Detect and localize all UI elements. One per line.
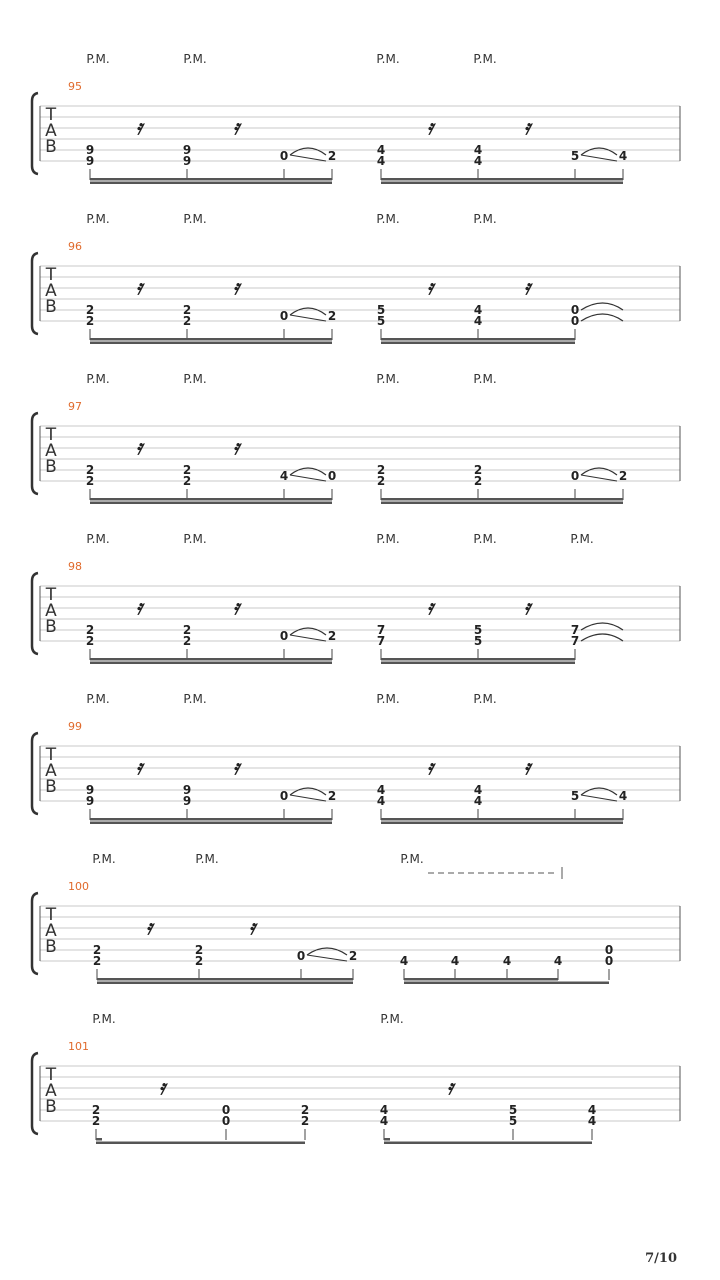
slide-line xyxy=(581,475,617,481)
slur xyxy=(581,468,617,475)
fret-number: 2 xyxy=(182,314,192,328)
palm-mute-label: P.M. xyxy=(183,212,207,226)
fret-number: 5 xyxy=(570,789,580,803)
beam xyxy=(97,978,353,981)
tie xyxy=(581,623,623,630)
tab-clef-letter: A xyxy=(45,1081,57,1101)
beam xyxy=(90,502,332,505)
beam xyxy=(381,338,575,341)
measure-number: 97 xyxy=(68,400,82,413)
fret-number: 0 xyxy=(279,789,289,803)
palm-mute-label: P.M. xyxy=(376,372,400,386)
beam xyxy=(90,822,332,825)
slide-line xyxy=(581,795,617,801)
palm-mute-label: P.M. xyxy=(92,1012,116,1026)
tab-clef-letter: B xyxy=(45,777,57,797)
tie xyxy=(581,314,623,321)
beat-group-2 xyxy=(380,1103,596,1144)
fret-number: 0 xyxy=(279,309,289,323)
slide-line xyxy=(290,795,326,801)
fret-number: 4 xyxy=(587,1114,597,1128)
fret-number: 2 xyxy=(91,1114,101,1128)
fret-number: 5 xyxy=(508,1103,518,1117)
fret-number: 5 xyxy=(508,1114,518,1128)
beat-group-1 xyxy=(86,303,336,344)
fret-number: 2 xyxy=(85,474,95,488)
fret-number: 4 xyxy=(379,1103,389,1117)
fret-number: 2 xyxy=(182,634,192,648)
fret-number: 4 xyxy=(450,954,460,968)
palm-mute-label: P.M. xyxy=(86,372,110,386)
beat-group-2 xyxy=(377,463,627,504)
slide-line xyxy=(307,955,347,961)
fret-number: 0 xyxy=(327,469,337,483)
fret-number: 9 xyxy=(85,794,95,808)
fret-number: 5 xyxy=(473,623,483,637)
tab-clef-letter: A xyxy=(45,601,57,621)
fret-number: 9 xyxy=(85,154,95,168)
sixteenth-rest: 𝄿 xyxy=(523,275,531,299)
fret-number: 2 xyxy=(182,623,192,637)
fret-number: 0 xyxy=(279,629,289,643)
beam xyxy=(384,1142,592,1145)
fret-number: 4 xyxy=(376,783,386,797)
system-101 xyxy=(32,1012,680,1144)
slide-line xyxy=(290,475,326,481)
tie xyxy=(581,303,623,310)
measure-number: 98 xyxy=(68,560,82,573)
fret-number: 2 xyxy=(182,303,192,317)
beam xyxy=(90,662,332,665)
palm-mute-label: P.M. xyxy=(376,52,400,66)
fret-number: 5 xyxy=(473,634,483,648)
fret-number: 2 xyxy=(376,463,386,477)
tab-clef-letter: A xyxy=(45,921,57,941)
fret-number: 2 xyxy=(618,469,628,483)
fret-number: 0 xyxy=(604,954,614,968)
fret-number: 4 xyxy=(618,149,628,163)
fret-number: 4 xyxy=(376,794,386,808)
beat-group-2 xyxy=(400,943,613,984)
slur xyxy=(290,628,326,635)
sixteenth-rest: 𝄿 xyxy=(232,755,240,779)
tab-clef-letter: T xyxy=(45,105,57,125)
palm-mute-label: P.M. xyxy=(400,852,424,866)
system-bracket xyxy=(32,413,38,494)
fret-number: 7 xyxy=(570,623,580,637)
fret-number: 5 xyxy=(570,149,580,163)
palm-mute-label: P.M. xyxy=(183,692,207,706)
sixteenth-rest: 𝄿 xyxy=(248,915,256,939)
sixteenth-rest: 𝄿 xyxy=(426,275,434,299)
tab-clef-letter: B xyxy=(45,937,57,957)
fret-number: 9 xyxy=(182,794,192,808)
fret-number: 2 xyxy=(473,463,483,477)
fret-number: 2 xyxy=(85,634,95,648)
fret-number: 4 xyxy=(376,143,386,157)
tab-clef-letter: T xyxy=(45,425,57,445)
tab-clef-letter: B xyxy=(45,457,57,477)
tab-clef-letter: A xyxy=(45,761,57,781)
tab-clef-letter: A xyxy=(45,441,57,461)
fret-number: 5 xyxy=(376,303,386,317)
beam xyxy=(96,1142,305,1145)
partial-beam xyxy=(96,1138,102,1141)
fret-number: 0 xyxy=(221,1114,231,1128)
fret-number: 0 xyxy=(570,469,580,483)
beam xyxy=(90,342,332,345)
beam xyxy=(404,978,558,981)
system-95 xyxy=(32,52,680,184)
fret-number: 4 xyxy=(279,469,289,483)
beam xyxy=(90,818,332,821)
beam xyxy=(381,178,623,181)
fret-number: 7 xyxy=(376,623,386,637)
fret-number: 9 xyxy=(182,143,192,157)
slide-line xyxy=(581,155,617,161)
sixteenth-rest: 𝄿 xyxy=(135,115,143,139)
sixteenth-rest: 𝄿 xyxy=(426,755,434,779)
fret-number: 2 xyxy=(300,1114,310,1128)
beam xyxy=(90,182,332,185)
beam xyxy=(404,982,609,985)
sixteenth-rest: 𝄿 xyxy=(145,915,153,939)
tab-clef-letter: T xyxy=(45,745,57,765)
system-100 xyxy=(32,852,680,984)
beam xyxy=(90,338,332,341)
tie xyxy=(581,634,623,641)
system-99 xyxy=(32,692,680,824)
fret-number: 4 xyxy=(379,1114,389,1128)
sixteenth-rest: 𝄿 xyxy=(523,595,531,619)
palm-mute-label: P.M. xyxy=(86,52,110,66)
sixteenth-rest: 𝄿 xyxy=(135,435,143,459)
measure-number: 100 xyxy=(68,880,89,893)
tab-clef-letter: B xyxy=(45,297,57,317)
palm-mute-label: P.M. xyxy=(183,532,207,546)
fret-number: 7 xyxy=(376,634,386,648)
system-bracket xyxy=(32,733,38,814)
beat-group-1 xyxy=(86,143,336,184)
fret-number: 2 xyxy=(85,623,95,637)
fret-number: 0 xyxy=(221,1103,231,1117)
fret-number: 4 xyxy=(473,303,483,317)
fret-number: 4 xyxy=(376,154,386,168)
measure-number: 101 xyxy=(68,1040,89,1053)
fret-number: 2 xyxy=(182,474,192,488)
fret-number: 2 xyxy=(194,943,204,957)
tab-clef-letter: T xyxy=(45,1065,57,1085)
system-98 xyxy=(32,532,680,664)
palm-mute-label: P.M. xyxy=(86,212,110,226)
system-bracket xyxy=(32,1053,38,1134)
tab-clef-letter: B xyxy=(45,1097,57,1117)
tab-clef-letter: A xyxy=(45,121,57,141)
palm-mute-label: P.M. xyxy=(92,852,116,866)
measure-number: 99 xyxy=(68,720,82,733)
beam xyxy=(381,498,623,501)
slur xyxy=(307,948,347,955)
tab-clef-letter: B xyxy=(45,617,57,637)
beam xyxy=(381,342,575,345)
tab-clef-letter: B xyxy=(45,137,57,157)
sixteenth-rest: 𝄿 xyxy=(135,595,143,619)
palm-mute-label: P.M. xyxy=(86,532,110,546)
tab-clef-letter: T xyxy=(45,585,57,605)
palm-mute-label: P.M. xyxy=(195,852,219,866)
page-number: 7/10 xyxy=(645,1251,677,1266)
beam xyxy=(90,658,332,661)
fret-number: 2 xyxy=(92,943,102,957)
slur xyxy=(290,788,326,795)
beam xyxy=(381,658,575,661)
fret-number: 0 xyxy=(296,949,306,963)
fret-number: 2 xyxy=(327,629,337,643)
beam xyxy=(381,822,623,825)
sixteenth-rest: 𝄿 xyxy=(426,115,434,139)
measure-number: 96 xyxy=(68,240,82,253)
fret-number: 4 xyxy=(399,954,409,968)
slur xyxy=(581,788,617,795)
fret-number: 0 xyxy=(570,303,580,317)
fret-number: 4 xyxy=(473,783,483,797)
beat-group-1 xyxy=(86,783,336,824)
slur xyxy=(290,308,326,315)
sixteenth-rest: 𝄿 xyxy=(523,755,531,779)
system-bracket xyxy=(32,93,38,174)
fret-number: 2 xyxy=(92,954,102,968)
beam xyxy=(90,498,332,501)
system-bracket xyxy=(32,573,38,654)
sixteenth-rest: 𝄿 xyxy=(232,115,240,139)
beam xyxy=(381,182,623,185)
palm-mute-label: P.M. xyxy=(376,212,400,226)
sixteenth-rest: 𝄿 xyxy=(135,275,143,299)
fret-number: 4 xyxy=(473,794,483,808)
fret-number: 2 xyxy=(300,1103,310,1117)
sixteenth-rest: 𝄿 xyxy=(158,1075,166,1099)
beam xyxy=(381,662,575,665)
fret-number: 5 xyxy=(376,314,386,328)
fret-number: 4 xyxy=(618,789,628,803)
fret-number: 9 xyxy=(182,783,192,797)
beat-group-2 xyxy=(377,623,623,664)
sixteenth-rest: 𝄿 xyxy=(523,115,531,139)
sixteenth-rest: 𝄿 xyxy=(232,435,240,459)
fret-number: 2 xyxy=(182,463,192,477)
fret-number: 4 xyxy=(473,314,483,328)
beat-group-1 xyxy=(86,623,336,664)
fret-number: 0 xyxy=(604,943,614,957)
fret-number: 4 xyxy=(553,954,563,968)
fret-number: 4 xyxy=(473,143,483,157)
palm-mute-label: P.M. xyxy=(473,372,497,386)
palm-mute-label: P.M. xyxy=(473,692,497,706)
palm-mute-label: P.M. xyxy=(380,1012,404,1026)
beat-group-1 xyxy=(86,463,336,504)
palm-mute-label: P.M. xyxy=(183,52,207,66)
fret-number: 2 xyxy=(91,1103,101,1117)
fret-number: 0 xyxy=(279,149,289,163)
sixteenth-rest: 𝄿 xyxy=(232,595,240,619)
palm-mute-label: P.M. xyxy=(86,692,110,706)
fret-number: 9 xyxy=(182,154,192,168)
palm-mute-label: P.M. xyxy=(473,532,497,546)
palm-mute-label: P.M. xyxy=(183,372,207,386)
fret-number: 4 xyxy=(502,954,512,968)
fret-number: 2 xyxy=(473,474,483,488)
beam xyxy=(90,178,332,181)
slur xyxy=(290,468,326,475)
sixteenth-rest: 𝄿 xyxy=(446,1075,454,1099)
beam xyxy=(97,982,353,985)
fret-number: 2 xyxy=(85,314,95,328)
tab-clef-letter: T xyxy=(45,905,57,925)
palm-mute-label: P.M. xyxy=(376,692,400,706)
palm-mute-label: P.M. xyxy=(473,52,497,66)
beat-group-2 xyxy=(377,143,627,184)
system-bracket xyxy=(32,893,38,974)
partial-beam xyxy=(384,1138,390,1141)
fret-number: 4 xyxy=(473,154,483,168)
fret-number: 9 xyxy=(85,783,95,797)
fret-number: 2 xyxy=(327,149,337,163)
beat-group-2 xyxy=(377,783,627,824)
palm-mute-label: P.M. xyxy=(376,532,400,546)
sixteenth-rest: 𝄿 xyxy=(232,275,240,299)
slur xyxy=(290,148,326,155)
slide-line xyxy=(290,635,326,641)
system-bracket xyxy=(32,253,38,334)
measure-number: 95 xyxy=(68,80,82,93)
beam xyxy=(381,818,623,821)
sixteenth-rest: 𝄿 xyxy=(135,755,143,779)
system-96 xyxy=(32,212,680,344)
fret-number: 2 xyxy=(327,309,337,323)
fret-number: 2 xyxy=(376,474,386,488)
tab-clef-letter: T xyxy=(45,265,57,285)
slide-line xyxy=(290,315,326,321)
beat-group-1 xyxy=(93,943,357,984)
slur xyxy=(581,148,617,155)
tab-clef-letter: A xyxy=(45,281,57,301)
system-97 xyxy=(32,372,680,504)
fret-number: 4 xyxy=(587,1103,597,1117)
palm-mute-label: P.M. xyxy=(473,212,497,226)
beat-group-1 xyxy=(92,1103,309,1144)
fret-number: 2 xyxy=(194,954,204,968)
fret-number: 2 xyxy=(348,949,358,963)
slide-line xyxy=(290,155,326,161)
fret-number: 2 xyxy=(327,789,337,803)
beam xyxy=(381,502,623,505)
fret-number: 7 xyxy=(570,634,580,648)
palm-mute-label: P.M. xyxy=(570,532,594,546)
sixteenth-rest: 𝄿 xyxy=(426,595,434,619)
fret-number: 2 xyxy=(85,463,95,477)
beat-group-2 xyxy=(377,303,623,344)
fret-number: 9 xyxy=(85,143,95,157)
fret-number: 2 xyxy=(85,303,95,317)
fret-number: 0 xyxy=(570,314,580,328)
